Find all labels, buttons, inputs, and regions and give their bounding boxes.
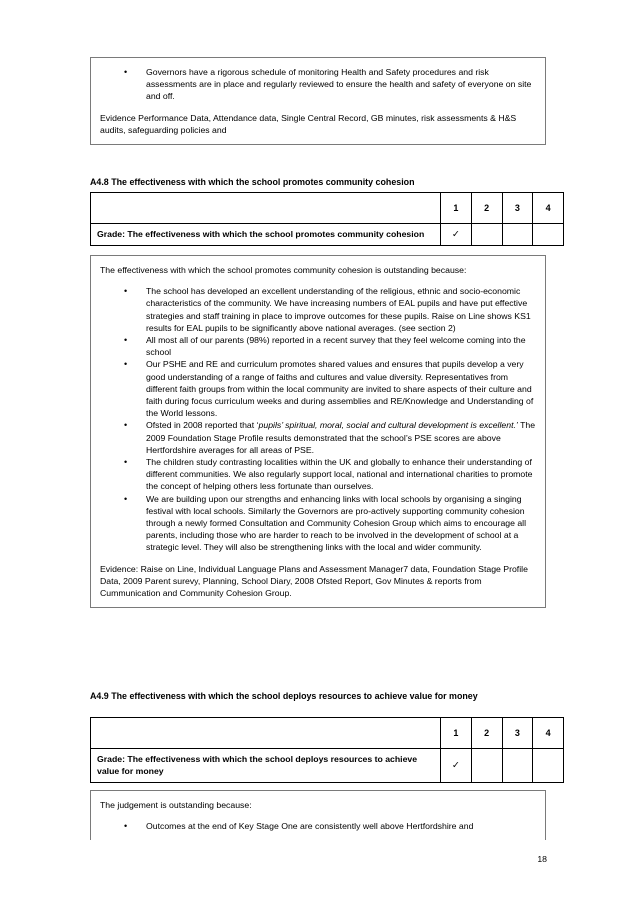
grade-cell-3[interactable] (502, 749, 533, 783)
table-row (91, 749, 564, 783)
bullet-dot-icon: • (124, 493, 128, 504)
grade-cell-1[interactable]: ✓ (441, 224, 472, 246)
spacer (100, 103, 536, 112)
grade-table-blank-header (91, 718, 441, 749)
spacer (100, 811, 536, 820)
bullet-dot-icon: • (124, 335, 128, 346)
bullet-dot-icon: • (124, 457, 128, 468)
text-run: Ofsted in 2008 reported that ‘ (146, 420, 259, 431)
grade-column-header-2: 2 (471, 718, 502, 749)
grade-cell-3[interactable] (502, 224, 533, 246)
bullet-text: Outcomes at the end of Key Stage One are consistently well above Hertfordshire and (146, 821, 474, 832)
grade-row-label: Grade: The effectiveness with which the school deploys resources to achieve value for money (91, 749, 441, 783)
section-heading-a49: A4.9 The effectiveness with which the school deploys resources to achieve value for money (90, 691, 478, 701)
grade-cell-2[interactable] (471, 224, 502, 246)
top-box-bullet-list (100, 66, 536, 103)
grade-cell-4[interactable] (533, 749, 564, 783)
text-run: All most all of our parents (98%) reported in a recent survey that they feel welcome coming into the school (146, 335, 526, 358)
bullet-text (146, 286, 531, 333)
list-item (100, 456, 536, 493)
table-header-row (91, 718, 564, 749)
a48-body-box (90, 255, 546, 608)
text-run: The children study contrasting localities within the UK and globally to enhance their understanding of different communities. We also regularly support local, national and international charities to promote the concept of helping others less fortunate than ourselves. (146, 457, 533, 492)
a49-intro-paragraph: The judgement is outstanding because: (100, 800, 252, 810)
list-item (100, 358, 536, 419)
text-run: We are building upon our strengths and enhancing links with local schools by organising a singing festival with local schools. Similarly the Governors are pro-actively supporting community cohesion through a newly formed Consultation and Community Cohesion Group which aims to encourage all parents, including those who are harder to reach to be involved in the development of school at a strategic level. They will also be strengthening links with the local and wider community. (146, 493, 527, 553)
a48-evidence-paragraph: Evidence: Raise on Line, Individual Language Plans and Assessment Manager7 data, Foundation Stage Profile Data, 2009 Parent surevy, Planning, School Diary, 2008 Ofsted Report, Gov Minutes & reports from Cummunication and Community Cohesion Group. (100, 563, 528, 599)
bullet-dot-icon: • (124, 286, 128, 297)
table-row (91, 224, 564, 246)
evidence-paragraph: Evidence Performance Data, Attendance data, Single Central Record, GB minutes, risk assessments & H&S audits, safeguarding policies and (100, 112, 517, 135)
list-item (100, 66, 536, 103)
grade-column-header-3: 3 (502, 718, 533, 749)
grade-column-header-1: 1 (441, 193, 472, 224)
top-content-box (90, 57, 546, 145)
grade-column-header-4: 4 (533, 193, 564, 224)
text-run: The 2009 Foundation Stage Profile results demonstrated that the school’s PSE scores are above Hertfordshire averages for all areas of PSE. (146, 420, 536, 455)
bullet-text (146, 335, 526, 357)
spacer (100, 554, 536, 563)
bullet-text: Governors have a rigorous schedule of monitoring Health and Safety procedures and risk assessments are in place and regularly reviewed to ensure the health and safety of everyone on site and off. (146, 67, 532, 102)
table-header-row (91, 193, 564, 224)
a49-body-box (90, 790, 546, 840)
bullet-dot-icon: • (124, 67, 128, 77)
grade-column-header-3: 3 (502, 193, 533, 224)
text-run: Our PSHE and RE and curriculum promotes shared values and ensures that pupils develop a very good understanding of a range of faiths and cultures and value diversity. Representatives from different faith groups from within the local community are invited to share aspects of their culture and faith during focus curriculum weeks and during assemblies and RE/Knowledge and Understanding of the World lessons. (146, 359, 534, 419)
quoted-italic-text: pupils’ spiritual, moral, social and cultural development is excellent.’ (258, 420, 518, 431)
text-run: The school has developed an excellent understanding of the religious, ethnic and socio-economic characteristics of the community. We have increasing numbers of EAL pupils and have put effective strategies and staff training in place to improve outcomes for these pupils. Raise on Line shows KS1 results for EAL pupils to be significantly above national averages. (see section 2) (146, 286, 531, 333)
bullet-dot-icon: • (124, 420, 128, 431)
grade-table-a48 (90, 192, 564, 246)
grade-table-blank-header (91, 193, 441, 224)
a48-bullet-list (100, 285, 536, 553)
list-item (100, 285, 536, 334)
section-heading-a48: A4.8 The effectiveness with which the school promotes community cohesion (90, 177, 415, 187)
page-number: 18 (537, 854, 547, 864)
grade-table-a49 (90, 717, 564, 783)
grade-column-header-4: 4 (533, 718, 564, 749)
bullet-text (146, 420, 535, 454)
a48-intro-paragraph: The effectiveness with which the school promotes community cohesion is outstanding because: (100, 265, 467, 275)
grade-column-header-2: 2 (471, 193, 502, 224)
grade-cell-1[interactable]: ✓ (441, 749, 472, 783)
grade-row-label: Grade: The effectiveness with which the school promotes community cohesion (91, 224, 441, 246)
grade-cell-2[interactable] (471, 749, 502, 783)
list-item (100, 419, 536, 456)
list-item (100, 493, 536, 554)
bullet-dot-icon: • (124, 821, 128, 832)
spacer (100, 276, 536, 285)
bullet-text (146, 494, 526, 553)
bullet-text (146, 359, 533, 418)
grade-column-header-1: 1 (441, 718, 472, 749)
grade-cell-4[interactable] (533, 224, 564, 246)
list-item (100, 820, 536, 832)
a49-bullet-list (100, 820, 536, 832)
bullet-dot-icon: • (124, 359, 128, 370)
list-item (100, 334, 536, 358)
bullet-text (146, 457, 532, 491)
